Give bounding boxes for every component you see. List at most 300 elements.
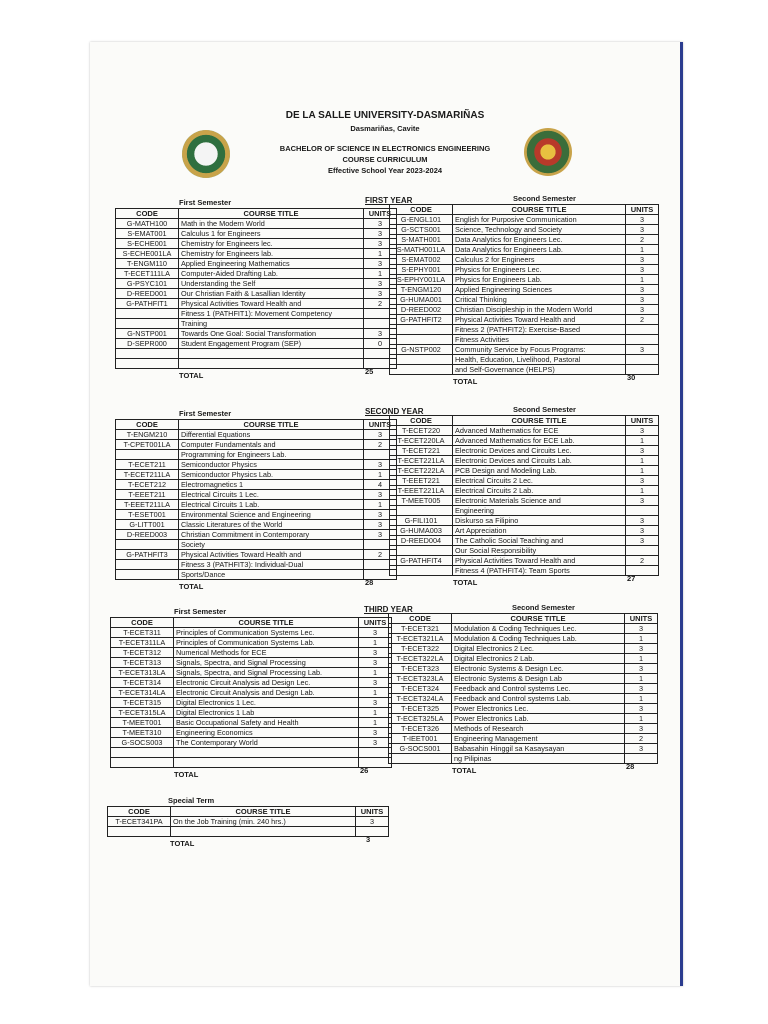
course-row [116, 450, 397, 460]
course-row [111, 638, 392, 648]
course-title: Christian Discipleship in the Modern World [453, 305, 626, 315]
course-code [390, 355, 453, 365]
course-code: T-EEET221LA [390, 486, 453, 496]
course-units: 2 [364, 440, 397, 450]
course-units: 4 [364, 480, 397, 490]
first-semester-label: First Semester [179, 198, 232, 207]
course-code: T-ECET323 [389, 664, 452, 674]
course-code: G-PATHFIT1 [116, 299, 179, 309]
course-units: 1 [626, 466, 659, 476]
course-title: Society [179, 540, 364, 550]
course-units: 1 [626, 245, 659, 255]
course-row [116, 530, 397, 540]
course-code: T-ECET211 [116, 460, 179, 470]
course-title: Physical Activities Toward Health and [179, 299, 364, 309]
course-row [108, 817, 389, 827]
course-row [389, 684, 658, 694]
table-header-row [390, 416, 659, 426]
course-title: Differential Equations [179, 430, 364, 440]
course-code [116, 309, 179, 319]
course-title: Numerical Methods for ECE [174, 648, 359, 658]
university-location: Dasmariñas, Cavite [350, 124, 420, 133]
course-row [390, 235, 659, 245]
course-code: S-MATH001 [390, 235, 453, 245]
course-title: Fitness 3 (PATHFIT3): Individual-Dual [179, 560, 364, 570]
column-header: CODE [390, 205, 453, 215]
course-title: Semiconductor Physics Lab. [179, 470, 364, 480]
course-code: T-ECET324LA [389, 694, 452, 704]
course-title: Physical Activities Toward Health and [453, 556, 626, 566]
course-units: 3 [364, 329, 397, 339]
course-units: 3 [364, 490, 397, 500]
course-title [179, 349, 364, 359]
total-label: TOTAL [453, 578, 478, 587]
course-code [116, 570, 179, 580]
course-row [390, 536, 659, 546]
column-header: UNITS [364, 209, 397, 219]
course-row [111, 748, 392, 758]
course-row [390, 255, 659, 265]
course-row [111, 708, 392, 718]
course-row [389, 694, 658, 704]
course-units: 2 [364, 550, 397, 560]
course-code [390, 506, 453, 516]
course-code: G-LITT001 [116, 520, 179, 530]
course-row [116, 219, 397, 229]
course-title: Science, Technology and Society [453, 225, 626, 235]
total-units: 27 [627, 574, 636, 583]
course-row [390, 556, 659, 566]
course-title: English for Purposive Communication [453, 215, 626, 225]
course-title: Electronic Materials Science and [453, 496, 626, 506]
course-units: 2 [626, 235, 659, 245]
course-code: S-ECHE001LA [116, 249, 179, 259]
course-row [389, 754, 658, 764]
course-units: 3 [359, 738, 392, 748]
course-units: 3 [364, 259, 397, 269]
table-header-row [116, 420, 397, 430]
course-title: Engineering [453, 506, 626, 516]
course-title: Feedback and Control systems Lab. [452, 694, 625, 704]
course-title: Electrical Circuits 1 Lec. [179, 490, 364, 500]
course-title: Basic Occupational Safety and Health [174, 718, 359, 728]
course-units [359, 748, 392, 758]
course-code: T-ECET322 [389, 644, 452, 654]
course-code: T-ECET220 [390, 426, 453, 436]
course-code: T-ECET211LA [116, 470, 179, 480]
course-row [116, 329, 397, 339]
course-code [116, 319, 179, 329]
course-units: 1 [364, 269, 397, 279]
course-row [111, 688, 392, 698]
course-row [390, 456, 659, 466]
course-row [111, 728, 392, 738]
course-title: Training [179, 319, 364, 329]
course-code [116, 540, 179, 550]
course-units: 3 [626, 536, 659, 546]
second-semester-label: Second Semester [513, 194, 576, 203]
course-code: S-ECHE001 [116, 239, 179, 249]
course-code [390, 566, 453, 576]
total-units: 25 [365, 367, 374, 376]
course-code: D-SEPR000 [116, 339, 179, 349]
course-row [390, 285, 659, 295]
year-label: FIRST YEAR [365, 196, 413, 205]
course-code: T-ECET321 [389, 624, 452, 634]
course-code [390, 546, 453, 556]
course-row [116, 249, 397, 259]
course-code: T-ESET001 [116, 510, 179, 520]
course-row [390, 215, 659, 225]
course-row [389, 654, 658, 664]
course-title: Signals, Spectra, and Signal Processing Lab. [174, 668, 359, 678]
column-header: COURSE TITLE [452, 614, 625, 624]
course-row [116, 430, 397, 440]
course-title: Student Engagement Program (SEP) [179, 339, 364, 349]
course-code: T-ECET326 [389, 724, 452, 734]
course-title: Digital Electronics 2 Lab. [452, 654, 625, 664]
course-code: T-ENGM110 [116, 259, 179, 269]
course-code: G-HUMA003 [390, 526, 453, 536]
first-semester-table [115, 208, 397, 369]
course-row [116, 470, 397, 480]
course-code [390, 325, 453, 335]
course-code: D-REED002 [390, 305, 453, 315]
course-title: Electrical Circuits 2 Lab. [453, 486, 626, 496]
course-code: D-REED003 [116, 530, 179, 540]
course-title: Principles of Communication Systems Lab. [174, 638, 359, 648]
course-units: 3 [626, 305, 659, 315]
course-code: G-ENGL101 [390, 215, 453, 225]
column-header: UNITS [625, 614, 658, 624]
course-title [174, 748, 359, 758]
course-code [116, 359, 179, 369]
course-title: Electronic Devices and Circuits Lec. [453, 446, 626, 456]
first-semester-table [110, 617, 392, 768]
course-code: G-PATHFIT4 [390, 556, 453, 566]
course-title: Principles of Communication Systems Lec. [174, 628, 359, 638]
course-units: 3 [359, 648, 392, 658]
course-title: Electromagnetics 1 [179, 480, 364, 490]
course-row [116, 269, 397, 279]
column-header: UNITS [626, 416, 659, 426]
course-row [111, 628, 392, 638]
course-row [116, 560, 397, 570]
course-title: Data Analytics for Engineers Lec. [453, 235, 626, 245]
course-row [116, 490, 397, 500]
course-title: Fitness 4 (PATHFIT4): Team Sports [453, 566, 626, 576]
course-code: T-EEET211LA [116, 500, 179, 510]
total-units: 28 [626, 762, 635, 771]
course-units: 1 [359, 638, 392, 648]
course-title: Data Analytics for Engineers Lab. [453, 245, 626, 255]
total-label: TOTAL [170, 839, 195, 848]
course-title: Power Electronics Lab. [452, 714, 625, 724]
course-title: Engineering Management [452, 734, 625, 744]
course-units: 3 [625, 684, 658, 694]
course-units: 3 [626, 476, 659, 486]
course-units: 3 [364, 229, 397, 239]
course-row [390, 476, 659, 486]
course-row [116, 319, 397, 329]
course-units: 3 [626, 345, 659, 355]
course-code: G-PATHFIT2 [390, 315, 453, 325]
course-units [626, 335, 659, 345]
course-units: 3 [364, 520, 397, 530]
course-title: Digital Electronics 1 Lec. [174, 698, 359, 708]
course-title: Health, Education, Livelihood, Pastoral [453, 355, 626, 365]
course-code: T-MEET310 [111, 728, 174, 738]
course-row [116, 480, 397, 490]
course-title: Art Appreciation [453, 526, 626, 536]
course-units: 3 [364, 530, 397, 540]
course-title [171, 827, 356, 837]
course-row [390, 365, 659, 375]
course-code: T-EEET211 [116, 490, 179, 500]
course-row [390, 566, 659, 576]
course-units: 0 [364, 339, 397, 349]
course-code: T-ECET221LA [390, 456, 453, 466]
course-title: Fitness 1 (PATHFIT1): Movement Competency [179, 309, 364, 319]
column-header: CODE [108, 807, 171, 817]
course-code: T-ECET221 [390, 446, 453, 456]
course-units: 3 [625, 644, 658, 654]
course-units: 1 [626, 436, 659, 446]
course-units: 3 [359, 658, 392, 668]
column-header: COURSE TITLE [179, 420, 364, 430]
column-header: CODE [111, 618, 174, 628]
course-code: S-EPHY001 [390, 265, 453, 275]
column-header: UNITS [356, 807, 389, 817]
course-row [111, 668, 392, 678]
course-units: 2 [626, 556, 659, 566]
course-title: Fitness Activities [453, 335, 626, 345]
column-header: COURSE TITLE [171, 807, 356, 817]
course-title: Electronic Systems & Design Lec. [452, 664, 625, 674]
course-title: On the Job Training (min. 240 hrs.) [171, 817, 356, 827]
course-row [390, 265, 659, 275]
course-units: 3 [364, 219, 397, 229]
course-units [356, 827, 389, 837]
course-code: T-ECET312 [111, 648, 174, 658]
column-header: CODE [389, 614, 452, 624]
course-row [116, 460, 397, 470]
course-row [390, 446, 659, 456]
course-code [390, 365, 453, 375]
course-code: T-ECET311 [111, 628, 174, 638]
course-title: Community Service by Focus Programs: [453, 345, 626, 355]
course-units [626, 506, 659, 516]
course-title: The Catholic Social Teaching and [453, 536, 626, 546]
course-units: 3 [364, 279, 397, 289]
course-title: Semiconductor Physics [179, 460, 364, 470]
course-row [116, 570, 397, 580]
course-units: 3 [626, 215, 659, 225]
course-row [111, 648, 392, 658]
column-header: CODE [116, 209, 179, 219]
course-title: Sports/Dance [179, 570, 364, 580]
course-row [390, 516, 659, 526]
table-header-row [390, 205, 659, 215]
course-row [116, 339, 397, 349]
course-row [111, 718, 392, 728]
course-code: G-HUMA001 [390, 295, 453, 305]
course-title: Electrical Circuits 1 Lab. [179, 500, 364, 510]
course-code [116, 450, 179, 460]
course-title: Physics for Engineers Lab. [453, 275, 626, 285]
course-row [116, 550, 397, 560]
course-row [111, 678, 392, 688]
course-row [116, 239, 397, 249]
course-code: T-ECET212 [116, 480, 179, 490]
course-units: 3 [356, 817, 389, 827]
course-units: 2 [625, 734, 658, 744]
course-row [116, 440, 397, 450]
first-semester-label: First Semester [174, 607, 227, 616]
course-title: Physical Activities Toward Health and [453, 315, 626, 325]
course-title: Signals, Spectra, and Signal Processing [174, 658, 359, 668]
course-title: Advanced Mathematics for ECE Lab. [453, 436, 626, 446]
course-units: 3 [359, 698, 392, 708]
column-header: CODE [390, 416, 453, 426]
course-row [116, 229, 397, 239]
course-title: Classic Literatures of the World [179, 520, 364, 530]
second-semester-label: Second Semester [512, 603, 575, 612]
course-row [389, 644, 658, 654]
course-units: 3 [626, 516, 659, 526]
course-title: The Contemporary World [174, 738, 359, 748]
engineering-seal-logo [524, 128, 572, 176]
course-title: Understanding the Self [179, 279, 364, 289]
course-code: T-ECET222LA [390, 466, 453, 476]
course-title: Computer Fundamentals and [179, 440, 364, 450]
course-code: T-ECET322LA [389, 654, 452, 664]
course-code: G-MATH100 [116, 219, 179, 229]
column-header: UNITS [626, 205, 659, 215]
course-row [389, 674, 658, 684]
course-units: 3 [359, 628, 392, 638]
course-units: 3 [359, 728, 392, 738]
course-row [390, 496, 659, 506]
total-units: 3 [366, 835, 371, 844]
total-label: TOTAL [179, 371, 204, 380]
course-title [174, 758, 359, 768]
course-units [626, 546, 659, 556]
course-units: 1 [625, 654, 658, 664]
course-title: Math in the Modern World [179, 219, 364, 229]
course-row [390, 305, 659, 315]
course-title: and Self-Governance (HELPS) [453, 365, 626, 375]
course-code [390, 335, 453, 345]
course-units: 2 [364, 299, 397, 309]
course-code: T-ECET341PA [108, 817, 171, 827]
course-row [116, 500, 397, 510]
course-units: 1 [359, 668, 392, 678]
column-header: COURSE TITLE [453, 416, 626, 426]
course-row [390, 325, 659, 335]
course-row [111, 758, 392, 768]
second-semester-table [389, 204, 659, 375]
course-code: T-EEET221 [390, 476, 453, 486]
course-row [390, 466, 659, 476]
course-units: 1 [626, 456, 659, 466]
course-code: G-PATHFIT3 [116, 550, 179, 560]
course-units: 3 [364, 510, 397, 520]
course-units: 3 [626, 265, 659, 275]
course-row [390, 295, 659, 305]
course-row [390, 436, 659, 446]
course-title: Applied Engineering Sciences [453, 285, 626, 295]
course-units: 3 [359, 678, 392, 688]
course-code: T-ECET220LA [390, 436, 453, 446]
university-name: DE LA SALLE UNIVERSITY-DASMARIÑAS [285, 110, 485, 121]
course-row [389, 704, 658, 714]
course-units: 3 [625, 624, 658, 634]
course-row [390, 315, 659, 325]
course-row [389, 744, 658, 754]
course-code: G-SOCS001 [389, 744, 452, 754]
course-row [116, 309, 397, 319]
course-title: Fitness 2 (PATHFIT2): Exercise-Based [453, 325, 626, 335]
course-title: Chemistry for Engineers lab. [179, 249, 364, 259]
year-label: THIRD YEAR [364, 605, 413, 614]
course-title: Chemistry for Engineers lec. [179, 239, 364, 249]
course-title: Programming for Engineers Lab. [179, 450, 364, 460]
course-title: Electronic Circuit Analysis and Design Lab. [174, 688, 359, 698]
course-code: S-EMAT001 [116, 229, 179, 239]
course-units: 3 [626, 526, 659, 536]
course-units: 1 [359, 718, 392, 728]
course-code: T-ECET313LA [111, 668, 174, 678]
course-units: 1 [625, 634, 658, 644]
table-header-row [116, 209, 397, 219]
course-row [390, 506, 659, 516]
course-units: 3 [626, 295, 659, 305]
course-row [111, 698, 392, 708]
course-code: T-ECET315LA [111, 708, 174, 718]
column-header: COURSE TITLE [174, 618, 359, 628]
course-code: T-ECET321LA [389, 634, 452, 644]
course-row [116, 289, 397, 299]
course-units: 3 [625, 724, 658, 734]
course-code: T-ECET111LA [116, 269, 179, 279]
course-row [390, 526, 659, 536]
course-row [389, 714, 658, 724]
course-title: Electrical Circuits 2 Lec. [453, 476, 626, 486]
course-code: T-CPET001LA [116, 440, 179, 450]
course-units: 1 [625, 714, 658, 724]
special-term-table [107, 806, 389, 837]
course-code: T-ECET323LA [389, 674, 452, 684]
university-seal-logo [182, 130, 230, 178]
course-units: 3 [625, 664, 658, 674]
course-title: Electronic Devices and Circuits Lab. [453, 456, 626, 466]
course-title: Feedback and Control systems Lec. [452, 684, 625, 694]
course-row [390, 245, 659, 255]
course-title: Calculus 2 for Engineers [453, 255, 626, 265]
course-code [389, 754, 452, 764]
course-code: T-ECET324 [389, 684, 452, 694]
course-title: ng Pilipinas [452, 754, 625, 764]
total-units: 28 [365, 578, 374, 587]
course-row [389, 724, 658, 734]
course-title: Calculus 1 for Engineers [179, 229, 364, 239]
course-row [116, 540, 397, 550]
course-units: 3 [364, 430, 397, 440]
table-header-row [389, 614, 658, 624]
course-row [116, 359, 397, 369]
course-units: 1 [625, 674, 658, 684]
